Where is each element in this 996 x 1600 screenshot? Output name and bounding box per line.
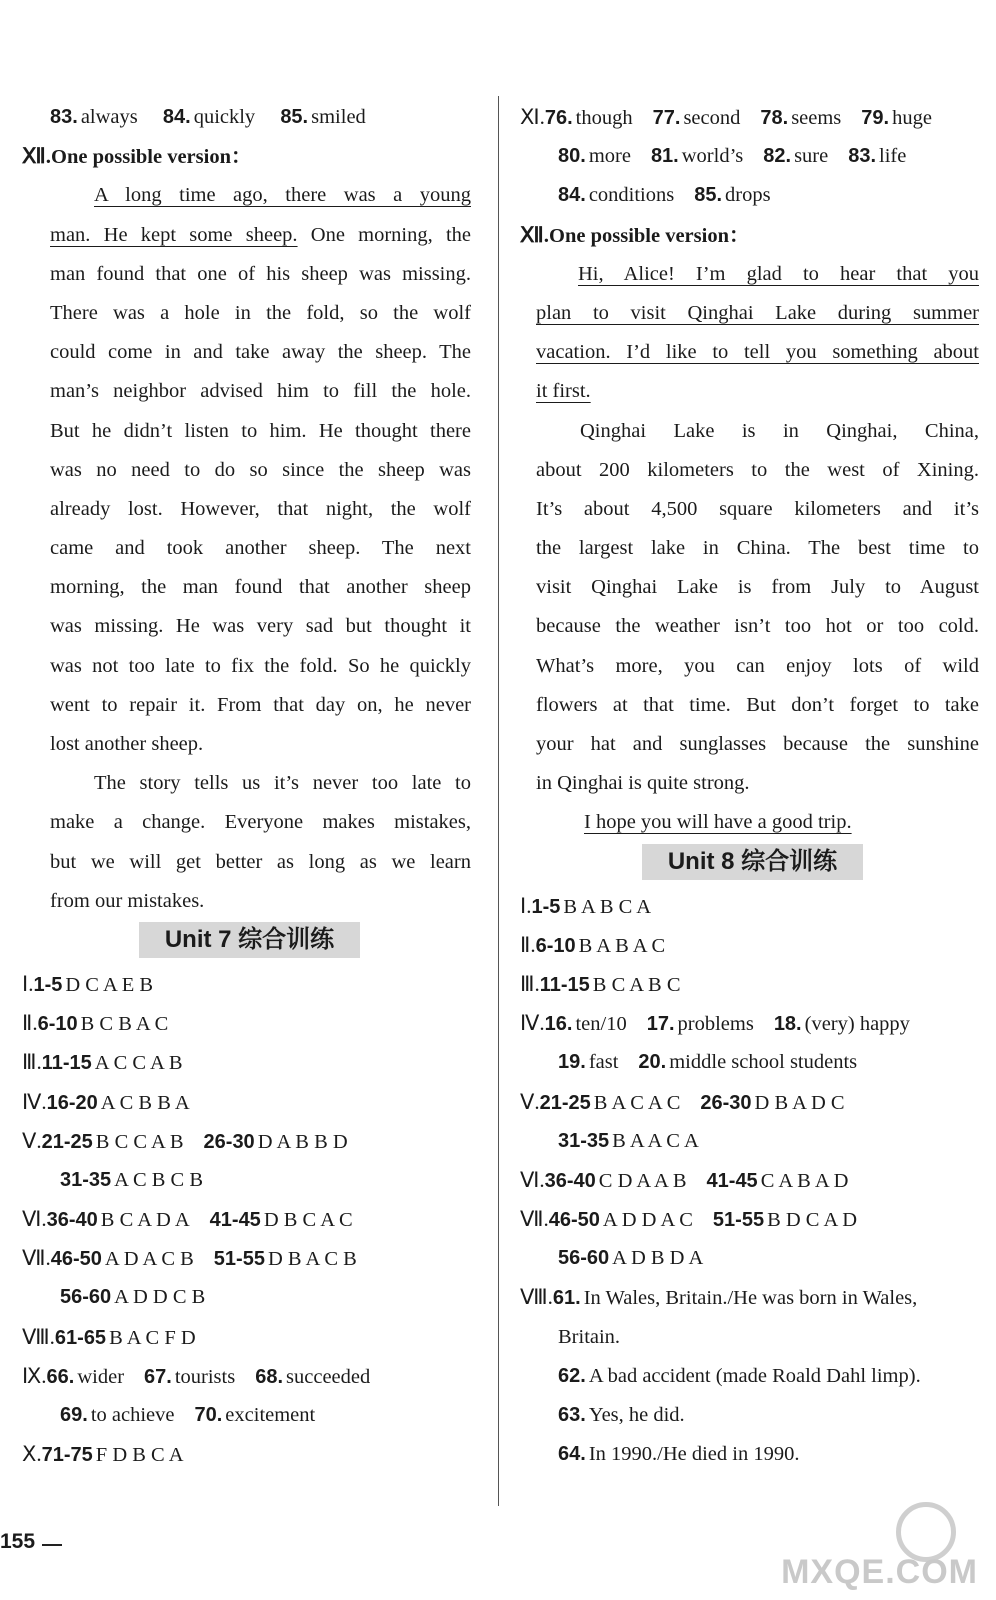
- section-numeral: Ⅺ.: [520, 105, 545, 129]
- answer-text: wider: [77, 1365, 125, 1388]
- essay-line: make a change. Everyone makes mistakes,: [50, 811, 471, 834]
- section-numeral: Ⅸ.: [22, 1363, 47, 1388]
- answer-line: [520, 1396, 985, 1435]
- question-number: 18.: [773, 1013, 802, 1036]
- answer-line: [22, 965, 477, 1004]
- section-heading: [22, 137, 477, 176]
- question-number: 11-15: [539, 973, 590, 996]
- unit-7-answers: [22, 965, 477, 1474]
- answer-line: [22, 1357, 477, 1396]
- column-divider: [498, 96, 499, 1506]
- section-numeral: Ⅷ.: [22, 1324, 55, 1349]
- answer-line: [22, 98, 477, 137]
- answer-text: C D A A B: [598, 1169, 687, 1192]
- question-number: 31-35: [558, 1129, 610, 1152]
- question-number: 67.: [144, 1365, 172, 1388]
- essay-line: from our mistakes.: [50, 889, 205, 912]
- question-number: 19.: [558, 1051, 586, 1074]
- essay-line: lost another sheep.: [50, 733, 204, 755]
- right-column: [520, 98, 985, 1474]
- question-number: 71-75: [41, 1444, 93, 1467]
- section-numeral: Ⅱ.: [22, 1011, 38, 1036]
- answer-text: succeeded: [286, 1365, 371, 1388]
- essay-line: came and took another sheep. The next: [50, 537, 471, 560]
- answer-line: [22, 1318, 477, 1357]
- answer-text: drops: [725, 184, 771, 207]
- essay-line: [520, 294, 985, 333]
- question-number: 17.: [646, 1013, 675, 1036]
- unit-8-answers: [520, 887, 985, 1475]
- answer-text: D B C A C: [263, 1209, 353, 1232]
- answer-line: [22, 1396, 477, 1435]
- question-number: 11-15: [41, 1052, 92, 1075]
- answer-text: In 1990./He died in 1990.: [588, 1443, 800, 1466]
- question-number: 81.: [650, 145, 679, 168]
- question-number: 51-55: [213, 1248, 265, 1271]
- question-number: 56-60: [558, 1247, 610, 1270]
- answer-text: more: [588, 145, 631, 168]
- answer-text: D B A C B: [267, 1248, 357, 1271]
- page-number: 155: [0, 1530, 36, 1553]
- question-number: 62.: [558, 1364, 586, 1387]
- answer-text: A C B C B: [114, 1168, 204, 1191]
- question-number: 79.: [861, 107, 890, 129]
- section-11-answers: [520, 98, 985, 216]
- section-numeral: Ⅰ.: [22, 971, 34, 996]
- essay-line: but we will get better as long as we learn: [50, 850, 471, 873]
- question-number: 83.: [50, 106, 78, 128]
- answer-line: [520, 926, 985, 965]
- essay-line: because the weather isn’t too hot or too cold.: [536, 615, 979, 638]
- answer-text: tourists: [174, 1365, 236, 1388]
- essay-line: could come in and take away the sheep. The: [50, 341, 471, 364]
- answer-text: A D A C B: [104, 1248, 194, 1271]
- essay-text: One morning, the: [297, 223, 471, 246]
- answer-text: B C B A C: [80, 1013, 169, 1036]
- question-number: 31-35: [60, 1168, 112, 1191]
- essay-line: was no need to do so since the sheep was: [50, 458, 471, 481]
- answer-text: B A A C A: [612, 1129, 699, 1152]
- section-numeral: Ⅻ.: [520, 222, 550, 247]
- answer-line: [520, 1357, 985, 1396]
- question-number: 78.: [760, 107, 789, 129]
- question-number: 63.: [558, 1404, 586, 1426]
- opening-sentence: it first.: [536, 380, 591, 403]
- question-number: 36-40: [46, 1209, 98, 1232]
- question-number: 51-55: [712, 1209, 765, 1232]
- answer-text: B A B C A: [563, 895, 652, 918]
- answer-line: [22, 1122, 477, 1161]
- answer-line: [520, 98, 985, 137]
- question-number: 1-5: [33, 973, 63, 996]
- opening-sentence: plan to visit Qinghai Lake during summer: [536, 301, 979, 324]
- answer-text: huge: [892, 107, 932, 129]
- section-numeral: Ⅵ.: [22, 1207, 47, 1232]
- section-numeral: Ⅴ.: [520, 1089, 540, 1114]
- question-number: 83.: [848, 145, 877, 168]
- question-number: 36-40: [544, 1169, 596, 1192]
- question-number: 85.: [694, 184, 723, 207]
- answer-text: D C A E B: [65, 973, 154, 996]
- question-number: 69.: [60, 1404, 88, 1426]
- question-number: 70.: [194, 1404, 223, 1426]
- section-numeral: Ⅻ.: [22, 144, 52, 169]
- opening-sentence: Hi, Alice! I’m glad to hear that you: [578, 262, 979, 285]
- answer-line: [520, 1318, 985, 1357]
- question-number: 41-45: [209, 1209, 261, 1232]
- question-number: 16.: [544, 1013, 573, 1036]
- essay-line: about 200 kilometers to the west of Xining.: [536, 458, 979, 481]
- essay-line: your hat and sunglasses because the sunshine: [536, 733, 979, 755]
- answer-line: [520, 1083, 985, 1122]
- answer-text: seems: [791, 107, 842, 129]
- section-numeral: Ⅳ.: [22, 1089, 47, 1114]
- question-number: 41-45: [706, 1169, 758, 1192]
- watermark-logo: [781, 1502, 978, 1592]
- essay-line: But he didn’t listen to him. He thought there: [50, 419, 471, 442]
- unit-7-title: Unit 7 综合训练: [139, 922, 360, 958]
- section-numeral: Ⅵ.: [520, 1167, 545, 1192]
- answer-text: F D B C A: [95, 1444, 184, 1467]
- answer-text: ten/10: [575, 1013, 627, 1036]
- answer-text: A D D A C: [602, 1209, 693, 1232]
- essay-line: already lost. However, that night, the wolf: [50, 497, 471, 520]
- section-numeral: Ⅱ.: [520, 932, 536, 957]
- section-numeral: Ⅲ.: [520, 971, 540, 996]
- section-numeral: Ⅲ.: [22, 1050, 42, 1075]
- question-number: 84.: [558, 184, 586, 207]
- answer-text: to achieve: [90, 1404, 175, 1426]
- section-numeral: Ⅶ.: [520, 1207, 549, 1232]
- section-numeral: Ⅴ.: [22, 1128, 42, 1153]
- answer-text: life: [879, 145, 907, 168]
- answer-line: [520, 176, 985, 215]
- answer-text: D A B B D: [257, 1130, 348, 1153]
- essay-line: [22, 176, 477, 215]
- answer-line: [22, 1043, 477, 1082]
- answer-text: always: [80, 106, 138, 128]
- answer-text: quickly: [193, 106, 256, 128]
- question-number: 26-30: [700, 1091, 752, 1114]
- question-number: 66.: [46, 1365, 75, 1388]
- answer-line: [520, 887, 985, 926]
- answer-text: conditions: [588, 184, 675, 207]
- section-title: One possible version：: [549, 224, 750, 247]
- answer-text: B A C A C: [593, 1091, 681, 1114]
- answer-text: A C C A B: [94, 1052, 183, 1075]
- essay-line: in Qinghai is quite strong.: [536, 772, 750, 795]
- answer-text: A D D C B: [114, 1286, 206, 1309]
- opening-sentence: vacation. I’d like to tell you something about: [536, 341, 979, 364]
- essay-line: visit Qinghai Lake is from July to August: [536, 576, 979, 599]
- section-numeral: Ⅹ.: [22, 1442, 42, 1467]
- answer-text: B A C F D: [109, 1326, 196, 1349]
- question-number: 76.: [544, 107, 573, 129]
- answer-line: [520, 1278, 985, 1317]
- essay-line: the largest lake in China. The best time to: [536, 537, 979, 560]
- answer-line: [22, 1435, 477, 1474]
- answer-text: world’s: [681, 145, 744, 168]
- answer-line: [22, 1239, 477, 1278]
- essay-line: went to repair it. From that day on, he never: [50, 693, 471, 716]
- answer-line: [520, 1161, 985, 1200]
- answer-text: B C C A B: [95, 1130, 184, 1153]
- question-number: 16-20: [46, 1091, 98, 1114]
- answer-text: A C B B A: [100, 1091, 190, 1114]
- answer-text: Britain.: [558, 1325, 621, 1348]
- question-number: 68.: [255, 1365, 284, 1388]
- section-numeral: Ⅷ.: [520, 1285, 553, 1310]
- question-number: 64.: [558, 1443, 586, 1466]
- unit-8-title: Unit 8 综合训练: [642, 844, 863, 880]
- question-number: 6-10: [37, 1013, 78, 1036]
- closing-sentence: I hope you will have a good trip.: [584, 811, 852, 834]
- answer-text: excitement: [225, 1404, 316, 1426]
- unit-banner-wrap: [22, 921, 477, 965]
- answer-line: [520, 965, 985, 1004]
- question-number: 46-50: [50, 1248, 102, 1271]
- answer-text: though: [575, 107, 633, 129]
- essay-line: flowers at that time. But don’t forget to take: [536, 693, 979, 716]
- answer-text: smiled: [311, 106, 366, 128]
- answer-text: D B A D C: [754, 1091, 845, 1114]
- left-column: [22, 98, 477, 1474]
- question-number: 80.: [558, 145, 586, 168]
- essay-line: [520, 333, 985, 372]
- answer-text: (very) happy: [804, 1013, 910, 1036]
- answer-text: B A B A C: [578, 934, 666, 957]
- essay-line: What’s more, you can enjoy lots of wild: [536, 654, 979, 677]
- section-title: One possible version：: [51, 146, 252, 169]
- question-number: 1-5: [531, 895, 561, 918]
- answer-line: [520, 1122, 985, 1161]
- essay-line: It’s about 4,500 square kilometers and it’s: [536, 497, 979, 520]
- answer-line: [520, 1200, 985, 1239]
- essay-line: man’s neighbor advised him to fill the hole.: [50, 380, 471, 403]
- answer-text: middle school students: [669, 1051, 858, 1074]
- section-numeral: Ⅰ.: [520, 893, 532, 918]
- question-number: 26-30: [203, 1130, 255, 1153]
- answer-text: sure: [794, 145, 829, 168]
- question-number: 85.: [280, 106, 309, 128]
- topic-sentence: man. He kept some sheep.: [50, 223, 298, 246]
- question-number: 6-10: [535, 934, 576, 957]
- answer-text: A D B D A: [612, 1247, 704, 1270]
- question-number: 84.: [162, 106, 191, 128]
- essay-line: There was a hole in the fold, so the wolf: [50, 301, 471, 324]
- essay-line: was not too late to fix the fold. So he quickly: [50, 654, 471, 677]
- answer-line: [520, 1435, 985, 1474]
- question-number: 61-65: [54, 1326, 107, 1349]
- question-number: 77.: [652, 107, 681, 129]
- essay-line: [520, 372, 985, 411]
- answer-line: [520, 1004, 985, 1043]
- answer-line: [520, 137, 985, 176]
- essay-line: The story tells us it’s never too late to: [94, 772, 471, 795]
- answer-line: [22, 1083, 477, 1122]
- answer-line: [22, 1004, 477, 1043]
- answer-line: [22, 1200, 477, 1239]
- answer-line: [520, 1043, 985, 1082]
- answer-text: B C A D A: [100, 1209, 190, 1232]
- question-number: 46-50: [548, 1209, 600, 1232]
- essay-line: was missing. He was very sad but thought it: [50, 615, 471, 638]
- section-numeral: Ⅶ.: [22, 1246, 51, 1271]
- question-number: 61.: [552, 1287, 581, 1310]
- page-number-dash: [42, 1544, 62, 1546]
- answer-text: In Wales, Britain./He was born in Wales,: [583, 1287, 918, 1310]
- topic-sentence: A long time ago, there was a young: [94, 184, 471, 207]
- section-numeral: Ⅳ.: [520, 1011, 545, 1036]
- essay-line: [520, 255, 985, 294]
- question-number: 20.: [638, 1051, 667, 1074]
- essay-line: [520, 803, 985, 842]
- essay-line: [22, 216, 477, 255]
- answer-text: second: [683, 107, 741, 129]
- answer-text: fast: [588, 1051, 619, 1074]
- essay-line: morning, the man found that another sheep: [50, 576, 471, 599]
- answer-text: problems: [677, 1013, 754, 1036]
- answer-line: [22, 1278, 477, 1317]
- essay-line: man found that one of his sheep was missing.: [50, 262, 471, 285]
- answer-text: C A B A D: [760, 1169, 849, 1192]
- answer-text: B C A B C: [592, 973, 681, 996]
- question-number: 82.: [763, 145, 792, 168]
- answer-text: A bad accident (made Roald Dahl limp).: [588, 1364, 921, 1387]
- question-number: 56-60: [60, 1286, 112, 1309]
- essay-line: Qinghai Lake is in Qinghai, China,: [580, 419, 979, 442]
- answer-text: Yes, he did.: [588, 1404, 685, 1426]
- question-number: 21-25: [41, 1130, 93, 1153]
- section-heading: [520, 216, 985, 255]
- unit-banner-wrap: [520, 843, 985, 887]
- question-number: 21-25: [539, 1091, 591, 1114]
- answer-line: [22, 1161, 477, 1200]
- answer-text: B D C A D: [767, 1209, 858, 1232]
- answer-line: [520, 1239, 985, 1278]
- watermark-text: MXQE.COM: [781, 1553, 978, 1591]
